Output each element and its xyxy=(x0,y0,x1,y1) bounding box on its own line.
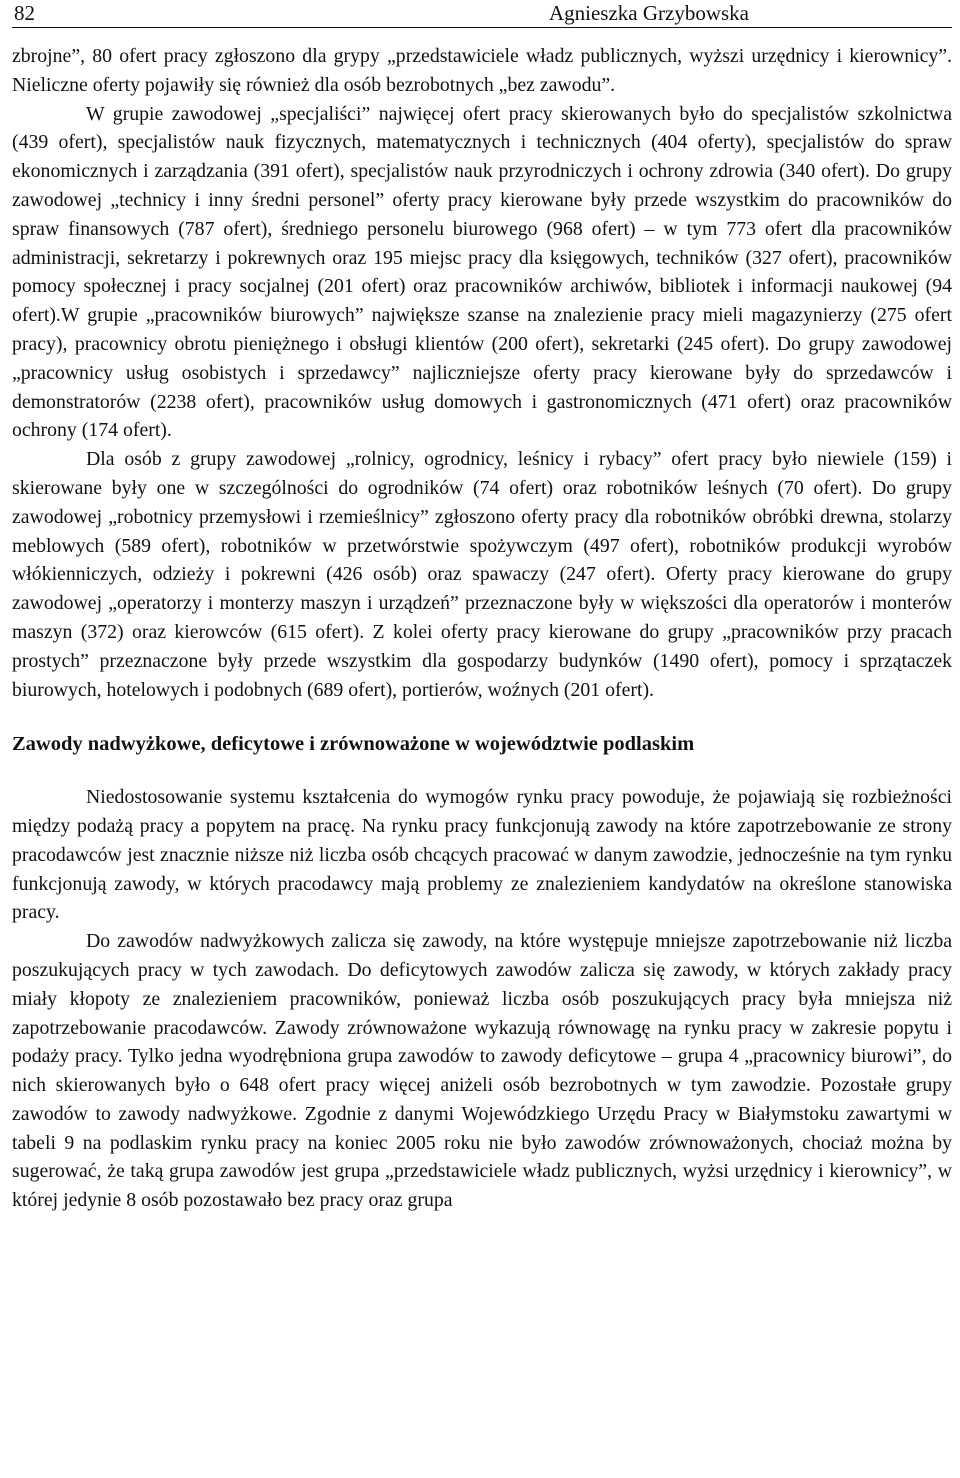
paragraph-continuation: zbrojne”, 80 ofert pracy zgłoszono dla grypy „przedstawiciele władz publicznych, wyższi urzędnicy i kierownicy”. Nieliczne oferty pojawiły się również dla osób bezrobotnych „bez zawodu”. xyxy=(12,45,952,96)
paragraph-farmers-workers: Dla osób z grupy zawodowej „rolnicy, ogrodnicy, leśnicy i rybacy” ofert pracy było niewiele (159) i skierowane były one w szczególności do ogrodników (74 ofert) oraz robotników leśnych (70 ofert). Do grupy zawodowej „robotnicy przemysłowi i rzemieślnicy” zgłoszono oferty pracy dla robotników obróbki drewna, stolarzy meblowych (589 ofert), robotników w przetwórstwie spożywczym (497 ofert), robotników produkcji wyrobów włókienniczych, odzieży i pokrewni (426 osób) oraz spawaczy (247 ofert). Oferty pracy kierowane do grupy zawodowej „operatorzy i monterzy maszyn i urządzeń” przeznaczone były w większości dla operatorów i monterów maszyn (372) oraz kierowców (615 ofert). Z kolei oferty pracy kierowane do grupy „pracowników przy pracach prostych” przeznaczone były przede wszystkim dla gospodarzy budynków (1490 ofert), pomocy i sprzątaczek biurowych, hotelowych i podobnych (689 ofert), portierów, woźnych (201 ofert). xyxy=(12,448,952,701)
document-page xyxy=(12,0,952,1215)
document-body xyxy=(12,42,952,1215)
page-number: 82 xyxy=(14,1,35,25)
running-header xyxy=(12,0,952,28)
author-wrap xyxy=(352,0,952,27)
running-header-author: Agnieszka Grzybowska xyxy=(548,1,750,25)
paragraph-mismatch: Niedostosowanie systemu kształcenia do wymogów rynku pracy powoduje, że pojawiają się rozbieżności między podażą pracy a popytem na pracę. Na rynku pracy funkcjonują zawody na które zapotrzebowanie ze strony pracodawców jest znacznie niższe niż liczba osób chcących pracować w danym zawodzie, jednocześnie na tym rynku funkcjonują zawody, w których pracodawcy mają problemy ze znalezieniem kandydatów na określone stanowiska pracy. xyxy=(12,786,952,924)
section-heading: Zawody nadwyżkowe, deficytowe i zrównoważone w województwie podlaskim xyxy=(12,733,695,756)
paragraph-surplus-deficit: Do zawodów nadwyżkowych zalicza się zawody, na które występuje mniejsze zapotrzebowanie niż liczba poszukujących pracy w tych zawodach. Do deficytowych zawodów zalicza się zawody, w których zakłady pracy miały kłopoty ze znalezieniem pracowników, ponieważ liczba osób poszukujących pracy była mniejsza niż zapotrzebowanie pracodawców. Zawody zrównoważone wykazują równowagę na rynku pracy w zakresie popytu i podaży pracy. Tylko jedna wyodrębniona grupa zawodów to zawody deficytowe – grupa 4 „pracownicy biurowi”, do nich skierowanych było o 648 ofert pracy więcej aniżeli osób bezrobotnych w tym zawodzie. Pozostałe grupy zawodów to zawody nadwyżkowe. Zgodnie z danymi Wojewódzkiego Urzędu Pracy w Białymstoku zawartymi w tabeli 9 na podlaskim rynku pracy na koniec 2005 roku nie było zawodów zrównoważonych, chociaż można by sugerować, że taką grupa zawodów jest grupa „przedstawiciele władz publicznych, wyżsi urzędnicy i kierownicy”, w której jedynie 8 osób pozostawało bez pracy oraz grupa xyxy=(12,930,952,1212)
paragraph-specialists: W grupie zawodowej „specjaliści” najwięcej ofert pracy skierowanych było do specjalistów szkolnictwa (439 ofert), specjalistów nauk fizycznych, matematycznych i technicznych (404 oferty), specjalistów do spraw ekonomicznych i zarządzania (391 ofert), specjalistów nauk przyrodniczych i ochrony zdrowia (340 ofert). Do grupy zawodowej „technicy i inny średni personel” oferty pracy kierowane były przede wszystkim do pracowników do spraw finansowych (787 ofert), średniego personelu biurowego (968 ofert) – w tym 773 ofert dla pracowników administracji, sekretarzy i pokrewnych oraz 195 miejsc pracy dla księgowych, techników (327 ofert), pracowników pomocy społecznej i pracy socjalnej (201 ofert) oraz pracowników archiwów, bibliotek i informacji naukowej (94 ofert).W grupie „pracowników biurowych” największe szanse na znalezienie pracy mieli magazynierzy (275 ofert pracy), pracownicy obrotu pieniężnego i obsługi klientów (200 ofert), sekretarki (245 ofert). Do grupy zawodowej „pracownicy usług osobistych i sprzedawcy” najliczniejsze oferty pracy kierowane były do sprzedawców i demonstratorów (2238 ofert), pracowników usług domowych i gastronomicznych (471 ofert) oraz pracowników ochrony (174 ofert). xyxy=(12,102,952,442)
